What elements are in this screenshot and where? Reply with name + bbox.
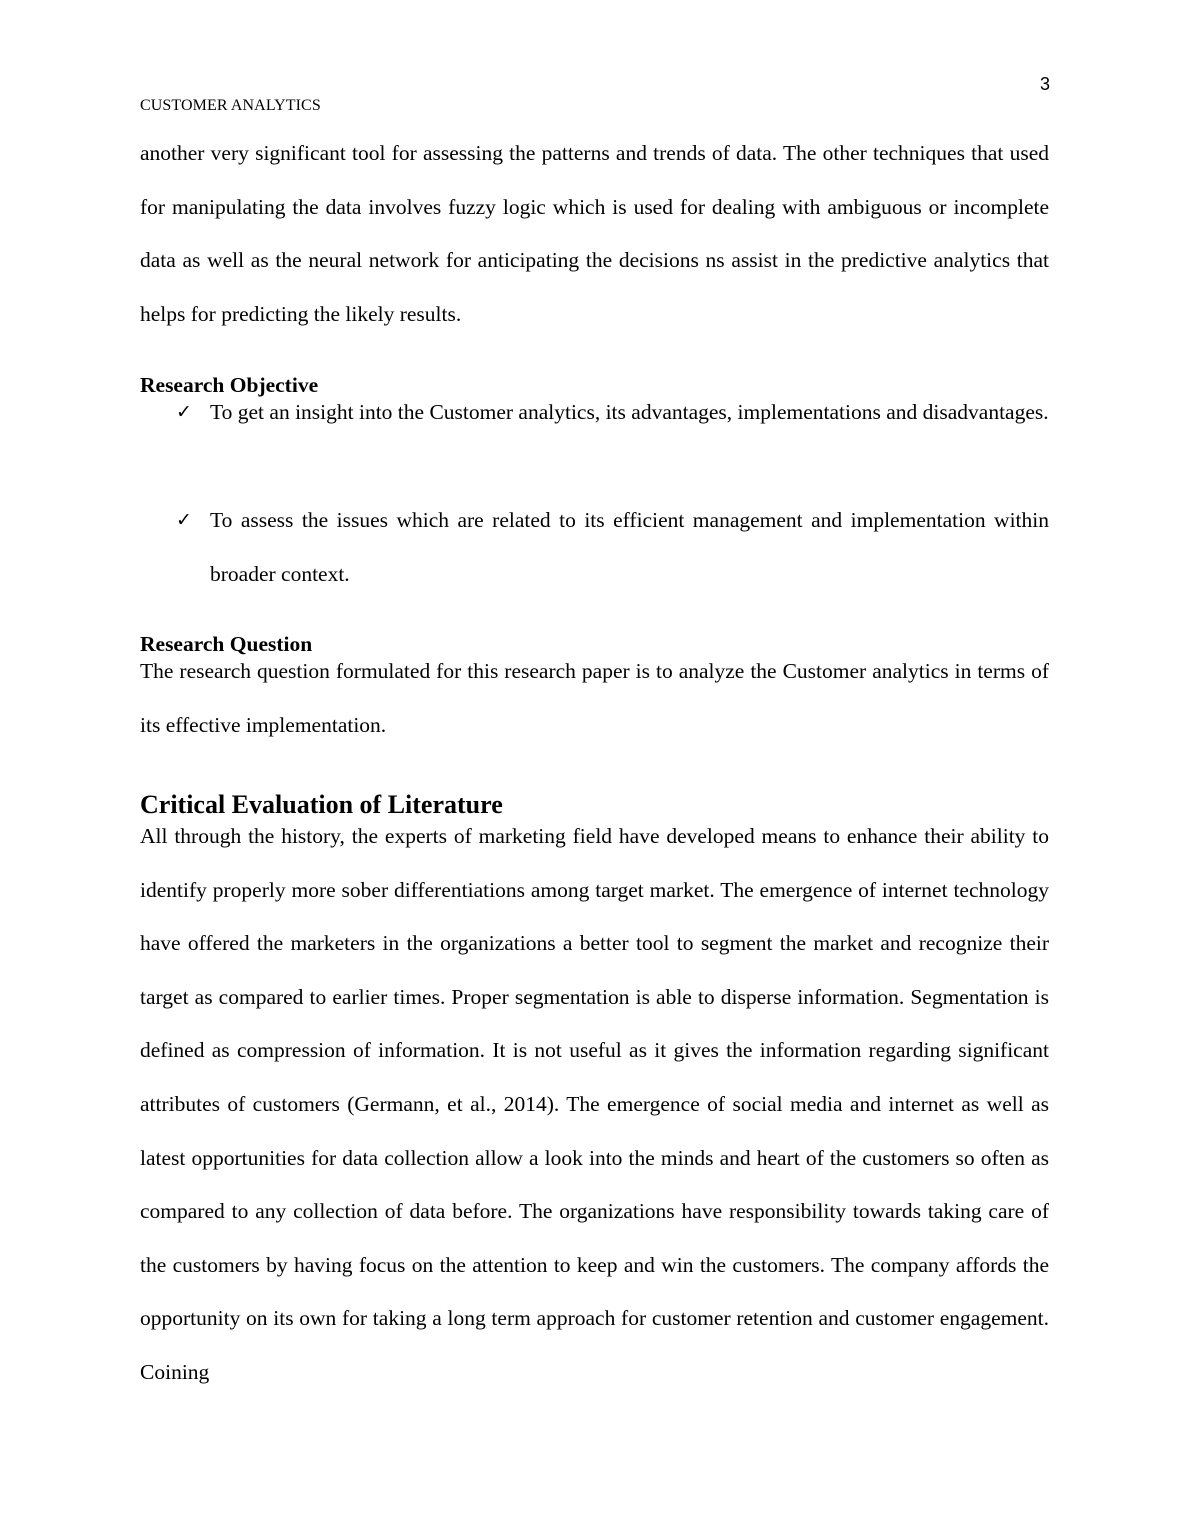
intro-paragraph: another very significant tool for assessing the patterns and trends of data. The other techniques that used for manipulating the data involves fuzzy logic which is used for dealing with ambiguous or incomplete data as well as the neural network for anticipating the decisions ns assist in the predictive analytics that helps for predicting the likely results.	[140, 141, 1049, 326]
page-number: 3	[1039, 74, 1050, 94]
checkmark-icon: ✓	[176, 509, 192, 531]
objective-text: To get an insight into the Customer analytics, its advantages, implementations and disadvantages.	[210, 400, 1049, 424]
research-objective-heading: Research Objective	[140, 373, 319, 397]
running-head: CUSTOMER ANALYTICS	[140, 97, 321, 114]
objective-text: To assess the issues which are related to its efficient management and implementation within broader context.	[210, 508, 1049, 586]
checkmark-icon: ✓	[176, 401, 192, 423]
objective-item	[176, 386, 1049, 440]
literature-heading: Critical Evaluation of Literature	[140, 790, 503, 819]
objective-item	[176, 494, 1049, 601]
research-question-text: The research question formulated for this research paper is to analyze the Customer analytics in terms of its effective implementation.	[140, 659, 1049, 737]
literature-text: All through the history, the experts of marketing field have developed means to enhance their ability to identify properly more sober differentiations among target market. The emergence of internet technology have offered the marketers in the organizations a better tool to segment the market and recognize their target as compared to earlier times. Proper segmentation is able to disperse information. Segmentation is defined as compression of information. It is not useful as it gives the information regarding significant attributes of customers (Germann, et al., 2014). The emergence of social media and internet as well as latest opportunities for data collection allow a look into the minds and heart of the customers so often as compared to any collection of data before. The organizations have responsibility towards taking care of the customers by having focus on the attention to keep and win the customers. The company affords the opportunity on its own for taking a long term approach for customer retention and customer engagement. Coining	[140, 824, 1049, 1384]
research-question-heading: Research Question	[140, 632, 313, 656]
